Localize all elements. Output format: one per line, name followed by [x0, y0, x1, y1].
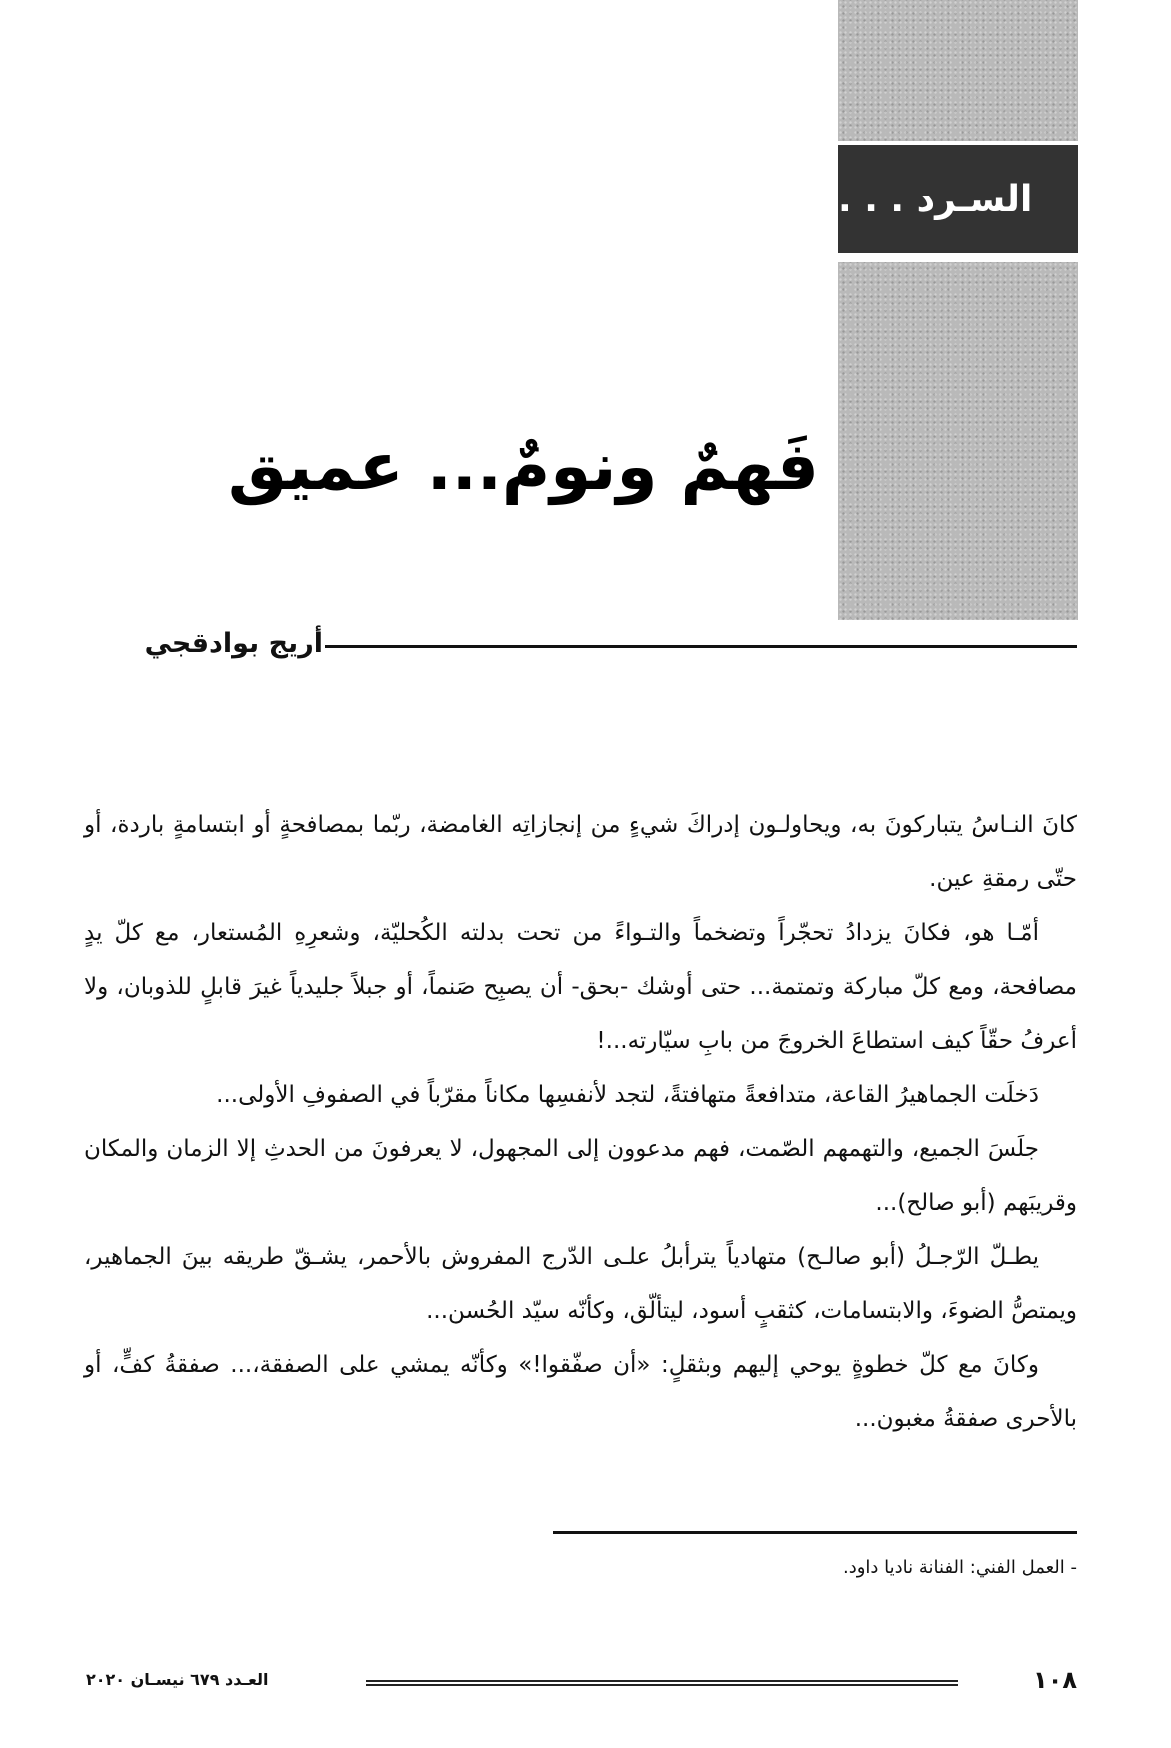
paragraph: أمّـا هو، فكانَ يزدادُ تحجّراً وتضخماً والتـواءً من تحت بدلته الكُحليّة، وشعرِهِ المُستعار، مع كلّ يدٍ مصافحة، ومع كلّ مباركة وتمتمة... حتى أوشك -بحق- أن يصبِح صَنماً، أو جبلاً جليدياً غيرَ قابلٍ للذوبان، ولا أعرفُ حقّاً كيف استطاعَ الخروجَ من بابِ سيّارته...! — [84, 920, 1077, 1054]
paragraph: جلَسَ الجميع، والتهمهم الصّمت، فهم مدعوون إلى المجهول، لا يعرفونَ من الحدثِ إلا الزمان والمكان وقريبَهم (أبو صالح)... — [84, 1136, 1077, 1216]
page-number: ١٠٨ — [1033, 1666, 1077, 1694]
author-divider — [325, 645, 1077, 648]
section-label: السـرد . . . — [838, 145, 1078, 253]
paragraph: وكانَ مع كلّ خطوةٍ يوحي إليهم وبثقلٍ: «أن صفّقوا!» وكأنّه يمشي على الصفقة،... صفقةُ كفٍّ، أو بالأحرى صفقةُ مغبون... — [84, 1352, 1077, 1432]
author-name: أريج بوادقجي — [144, 628, 323, 659]
footnote-divider — [553, 1531, 1077, 1534]
paragraph: دَخلَت الجماهيرُ القاعة، متدافعةً متهافتةً، لتجد لأنفسِها مكاناً مقرّباً في الصفوفِ الأولى... — [216, 1082, 1039, 1108]
article-title: فَهمٌ ونومٌ... عميق — [227, 428, 819, 505]
paragraph: يطـلّ الرّجـلُ (أبو صالـح) متهادياً يترأبلُ علـى الدّرج المفروش بالأحمر، يشـقّ طريقه بينَ الجماهير، ويمتصُّ الضوءَ، والابتسامات، كثقبٍ أسود، ليتألّق، وكأنّه سيّد الحُسن... — [84, 1244, 1077, 1324]
decorative-gray-block-bottom — [838, 262, 1078, 620]
decorative-gray-block-top — [838, 0, 1078, 141]
article-body — [84, 798, 1077, 1446]
issue-info: العـدد ٦٧٩ نيسـان ٢٠٢٠ — [86, 1670, 269, 1689]
footer-divider — [366, 1680, 958, 1686]
paragraph: كانَ النـاسُ يتباركونَ به، ويحاولـون إدراكَ شيءٍ من إنجازاتِه الغامضة، ربّما بمصافحةٍ أو ابتسامةٍ باردة، أو حتّى رمقةِ عين. — [84, 812, 1077, 892]
footnote: - العمل الفني: الفنانة ناديا داود. — [842, 1557, 1077, 1578]
